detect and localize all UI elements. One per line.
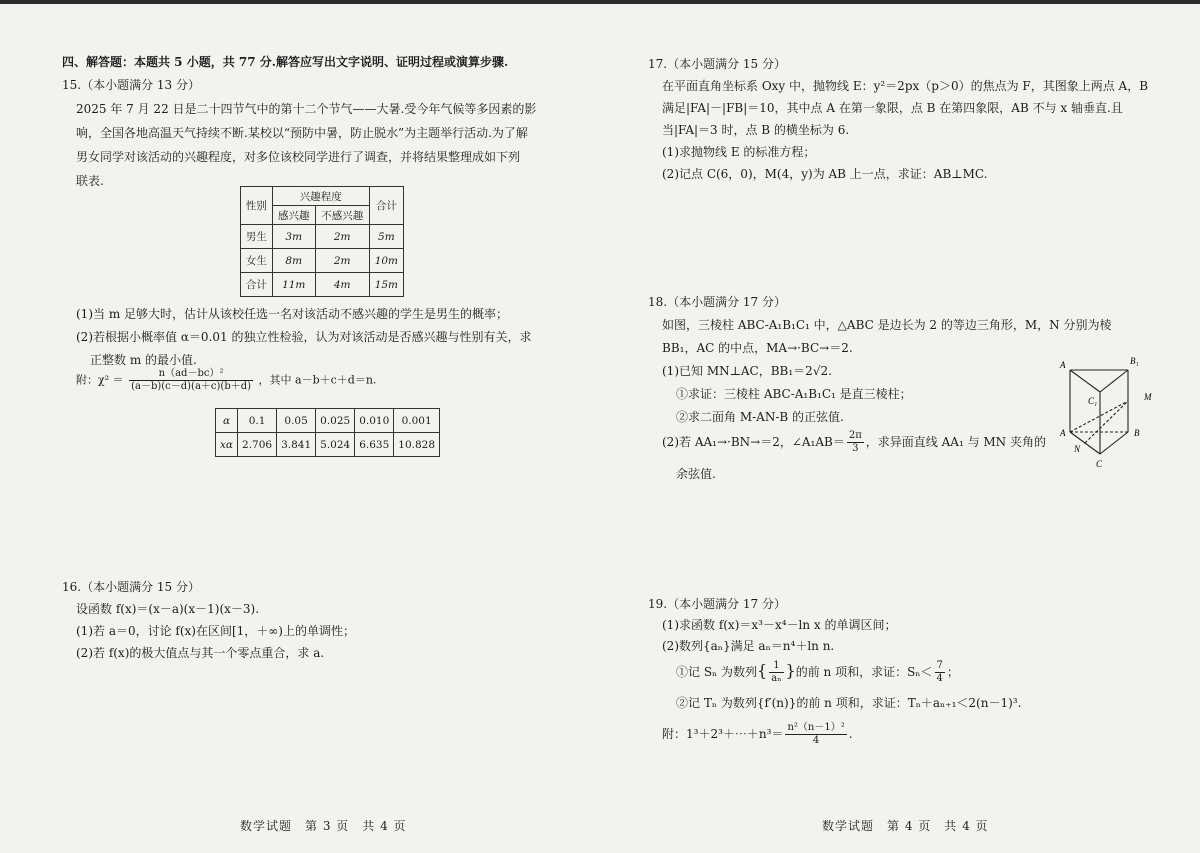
problem-19 (648, 594, 897, 657)
chi-square-formula (76, 368, 376, 393)
problem-18-head: 18.（本小题满分 17 分） (648, 295, 786, 309)
contingency-table (240, 186, 404, 297)
p18-line-6a: (2)若 AA₁→·BN→＝2，∠A₁AB＝ (662, 435, 845, 449)
p19-frac-2 (935, 660, 945, 685)
label-C1: C₁ (1088, 396, 1098, 406)
p19-line-2: (2)数列{aₙ}满足 aₙ＝n⁴＋ln n. (662, 639, 835, 653)
p19-line-3b: 的前 n 项和，求证：Sₙ＜ (795, 665, 933, 679)
table-cell: 2.706 (238, 433, 277, 457)
p17-line-1: 在平面直角坐标系 Oxy 中，抛物线 E：y²＝2px（p＞0）的焦点为 F，其图象上两点 A，B (662, 79, 1149, 93)
th-total: 合计 (369, 187, 403, 225)
p15-line-4: 联表. (76, 174, 104, 188)
p15-line-3: 男女同学对该活动的兴趣程度，对多位该校同学进行了调查，并将结果整理成如下列 (76, 150, 521, 164)
p19-line-5a: 附：1³＋2³＋⋯＋n³＝ (662, 727, 784, 741)
p19-line-3a: ①记 Sₙ 为数列 (676, 665, 758, 679)
p19-line-3c: ； (946, 665, 959, 679)
table-cell: 0.1 (238, 409, 277, 433)
p15-line-1: 2025 年 7 月 22 日是二十四节气中的第十二个节气——大暑.受今年气候等多因素的影 (76, 102, 537, 116)
p19-line-4-wrap (676, 695, 1021, 712)
angle-numerator: 2π (848, 430, 862, 441)
p19-frac-1 (769, 660, 783, 685)
formula-denominator: (a－b)(c－d)(a＋c)(b＋d) (131, 381, 252, 392)
page-4 (600, 0, 1200, 853)
problem-15-questions (76, 303, 531, 372)
p16-line-3: (2)若 f(x)的极大值点与其一个零点重合，求 a. (76, 646, 325, 660)
p19-frac-1-den: aₙ (771, 673, 782, 684)
table-cell: 2m (315, 249, 369, 273)
page-footer-4: 数学试题 第 4 页 共 4 页 (822, 819, 989, 833)
table-row (241, 273, 404, 297)
p19-line-3: ①记 Sₙ 为数列{ $\frac{1}{\text{aₙ}}$ }的前 n 项和，求证：Sₙ＜ $\frac{7}{4}$ ； (676, 660, 959, 684)
problem-16 (62, 576, 355, 664)
problem-18 (648, 291, 1111, 429)
p19-line-1: (1)求函数 f(x)＝x³－x⁴－ln x 的单调区间； (662, 618, 897, 632)
p19-frac-2-num: 7 (936, 660, 943, 671)
table-cell: 3.841 (277, 433, 316, 457)
x-alpha-label: xα (216, 433, 238, 457)
table-cell: 0.010 (355, 409, 394, 433)
label-M: M (1144, 392, 1152, 402)
p17-line-4: (1)求抛物线 E 的标准方程； (662, 145, 816, 159)
p17-line-5: (2)记点 C(6，0)，M(4，y)为 AB 上一点，求证：AB⊥MC. (662, 167, 988, 181)
table-cell: 6.635 (355, 433, 394, 457)
p19-line-4: ②记 Tₙ 为数列{f′(n)}的前 n 项和，求证：Tₙ＋aₙ₊₁＜2(n－1)³. (676, 696, 1022, 710)
p18-line-5: ②求二面角 M-AN-B 的正弦值. (676, 410, 844, 424)
p15-q2b: 正整数 m 的最小值. (90, 353, 197, 367)
table-cell: 3m (272, 225, 315, 249)
p15-q1: (1)当 m 足够大时，估计从该校任选一名对该活动不感兴趣的学生是男生的概率； (76, 307, 509, 321)
th-interested: 感兴趣 (272, 206, 315, 225)
p18-line-4: ①求证：三棱柱 ABC-A₁B₁C₁ 是直三棱柱； (676, 387, 912, 401)
p19-line-5 (662, 722, 853, 747)
th-not-interested: 不感兴趣 (315, 206, 369, 225)
table-cell: 女生 (241, 249, 273, 273)
table-cell: 合计 (241, 273, 273, 297)
label-B1: B₁ (1130, 356, 1139, 366)
th-gender: 性别 (241, 187, 273, 225)
table-row (216, 433, 440, 457)
alpha-label: α (216, 409, 238, 433)
formula-suffix: ，其中 a－b＋c＋d＝n. (258, 373, 377, 387)
problem-19-head: 19.（本小题满分 17 分） (648, 597, 786, 611)
table-cell: 11m (272, 273, 315, 297)
table-cell: 男生 (241, 225, 273, 249)
table-row (216, 409, 440, 433)
table-cell: 0.025 (316, 409, 355, 433)
p15-q2a: (2)若根据小概率值 α＝0.01 的独立性检验，认为对该活动是否感兴趣与性别有关，求 (76, 330, 532, 344)
table-cell: 5m (369, 225, 403, 249)
problem-15-head: 15.（本小题满分 13 分） (62, 78, 200, 92)
table-cell: 2m (315, 225, 369, 249)
formula-prefix: 附：χ² ＝ (76, 373, 124, 387)
p17-line-2: 满足|FA|－|FB|＝10，其中点 A 在第一象限，点 B 在第四象限，AB 不与 x 轴垂直.且 (662, 101, 1123, 115)
p18-line-2: BB₁，AC 的中点，MA→·BC→＝2. (662, 341, 853, 355)
p19-frac-2-den: 4 (936, 673, 943, 684)
problem-16-head: 16.（本小题满分 15 分） (62, 580, 200, 594)
table-cell: 8m (272, 249, 315, 273)
problem-17 (648, 53, 1148, 185)
p18-line-1: 如图，三棱柱 ABC-A₁B₁C₁ 中，△ABC 是边长为 2 的等边三角形，M，N 分别为棱 (662, 318, 1112, 332)
p17-line-3: 当|FA|＝3 时，点 B 的横坐标为 6. (662, 123, 850, 137)
p18-line-7-wrap (676, 466, 716, 483)
p19-frac-3 (785, 722, 846, 747)
table-cell: 0.001 (394, 409, 440, 433)
critical-value-table (215, 408, 440, 457)
table-cell: 0.05 (277, 409, 316, 433)
label-C: C (1096, 459, 1103, 469)
table-row (241, 249, 404, 273)
angle-denominator: 3 (852, 443, 859, 454)
formula-fraction (129, 368, 253, 393)
p18-line-6 (662, 430, 1046, 455)
p18-line-6b: ，求异面直线 AA₁ 与 MN 夹角的 (865, 435, 1046, 449)
p19-line-5b: . (848, 727, 853, 741)
section-heading-block (62, 54, 508, 71)
p15-line-2: 响，全国各地高温天气持续不断.某校以“预防中暑，防止脱水”为主题举行活动.为了解 (76, 126, 528, 140)
table-cell: 15m (369, 273, 403, 297)
prism-edges (1070, 370, 1128, 454)
label-B: B (1134, 428, 1140, 438)
label-A-lower: A (1060, 428, 1066, 438)
problem-15-body (76, 97, 536, 193)
label-N: N (1074, 444, 1081, 454)
table-cell: 10m (369, 249, 403, 273)
p19-frac-3-num: n²（n－1）² (787, 722, 845, 733)
p18-line-7: 余弦值. (676, 467, 716, 481)
label-A: A (1060, 360, 1066, 370)
formula-numerator: n（ad－bc）² (129, 368, 253, 381)
page-footer-3: 数学试题 第 3 页 共 4 页 (240, 819, 407, 833)
table-cell: 10.828 (394, 433, 440, 457)
angle-fraction (847, 430, 864, 455)
p19-frac-1-num: 1 (769, 660, 783, 673)
prism-figure (1058, 352, 1158, 474)
th-interest-group: 兴趣程度 (272, 187, 369, 206)
problem-15 (62, 77, 200, 94)
p18-line-3: (1)已知 MN⊥AC，BB₁＝2√2. (662, 364, 832, 378)
section-title: 四、解答题：本题共 5 小题，共 77 分.解答应写出文字说明、证明过程或演算步骤. (62, 55, 509, 69)
p16-line-2: (1)若 a＝0，讨论 f(x)在区间[1，＋∞)上的单调性； (76, 624, 355, 638)
table-cell: 4m (315, 273, 369, 297)
p19-frac-3-den: 4 (812, 735, 820, 746)
p16-line-1: 设函数 f(x)＝(x－a)(x－1)(x－3). (76, 602, 260, 616)
table-cell: 5.024 (316, 433, 355, 457)
problem-17-head: 17.（本小题满分 15 分） (648, 57, 786, 71)
table-row (241, 225, 404, 249)
